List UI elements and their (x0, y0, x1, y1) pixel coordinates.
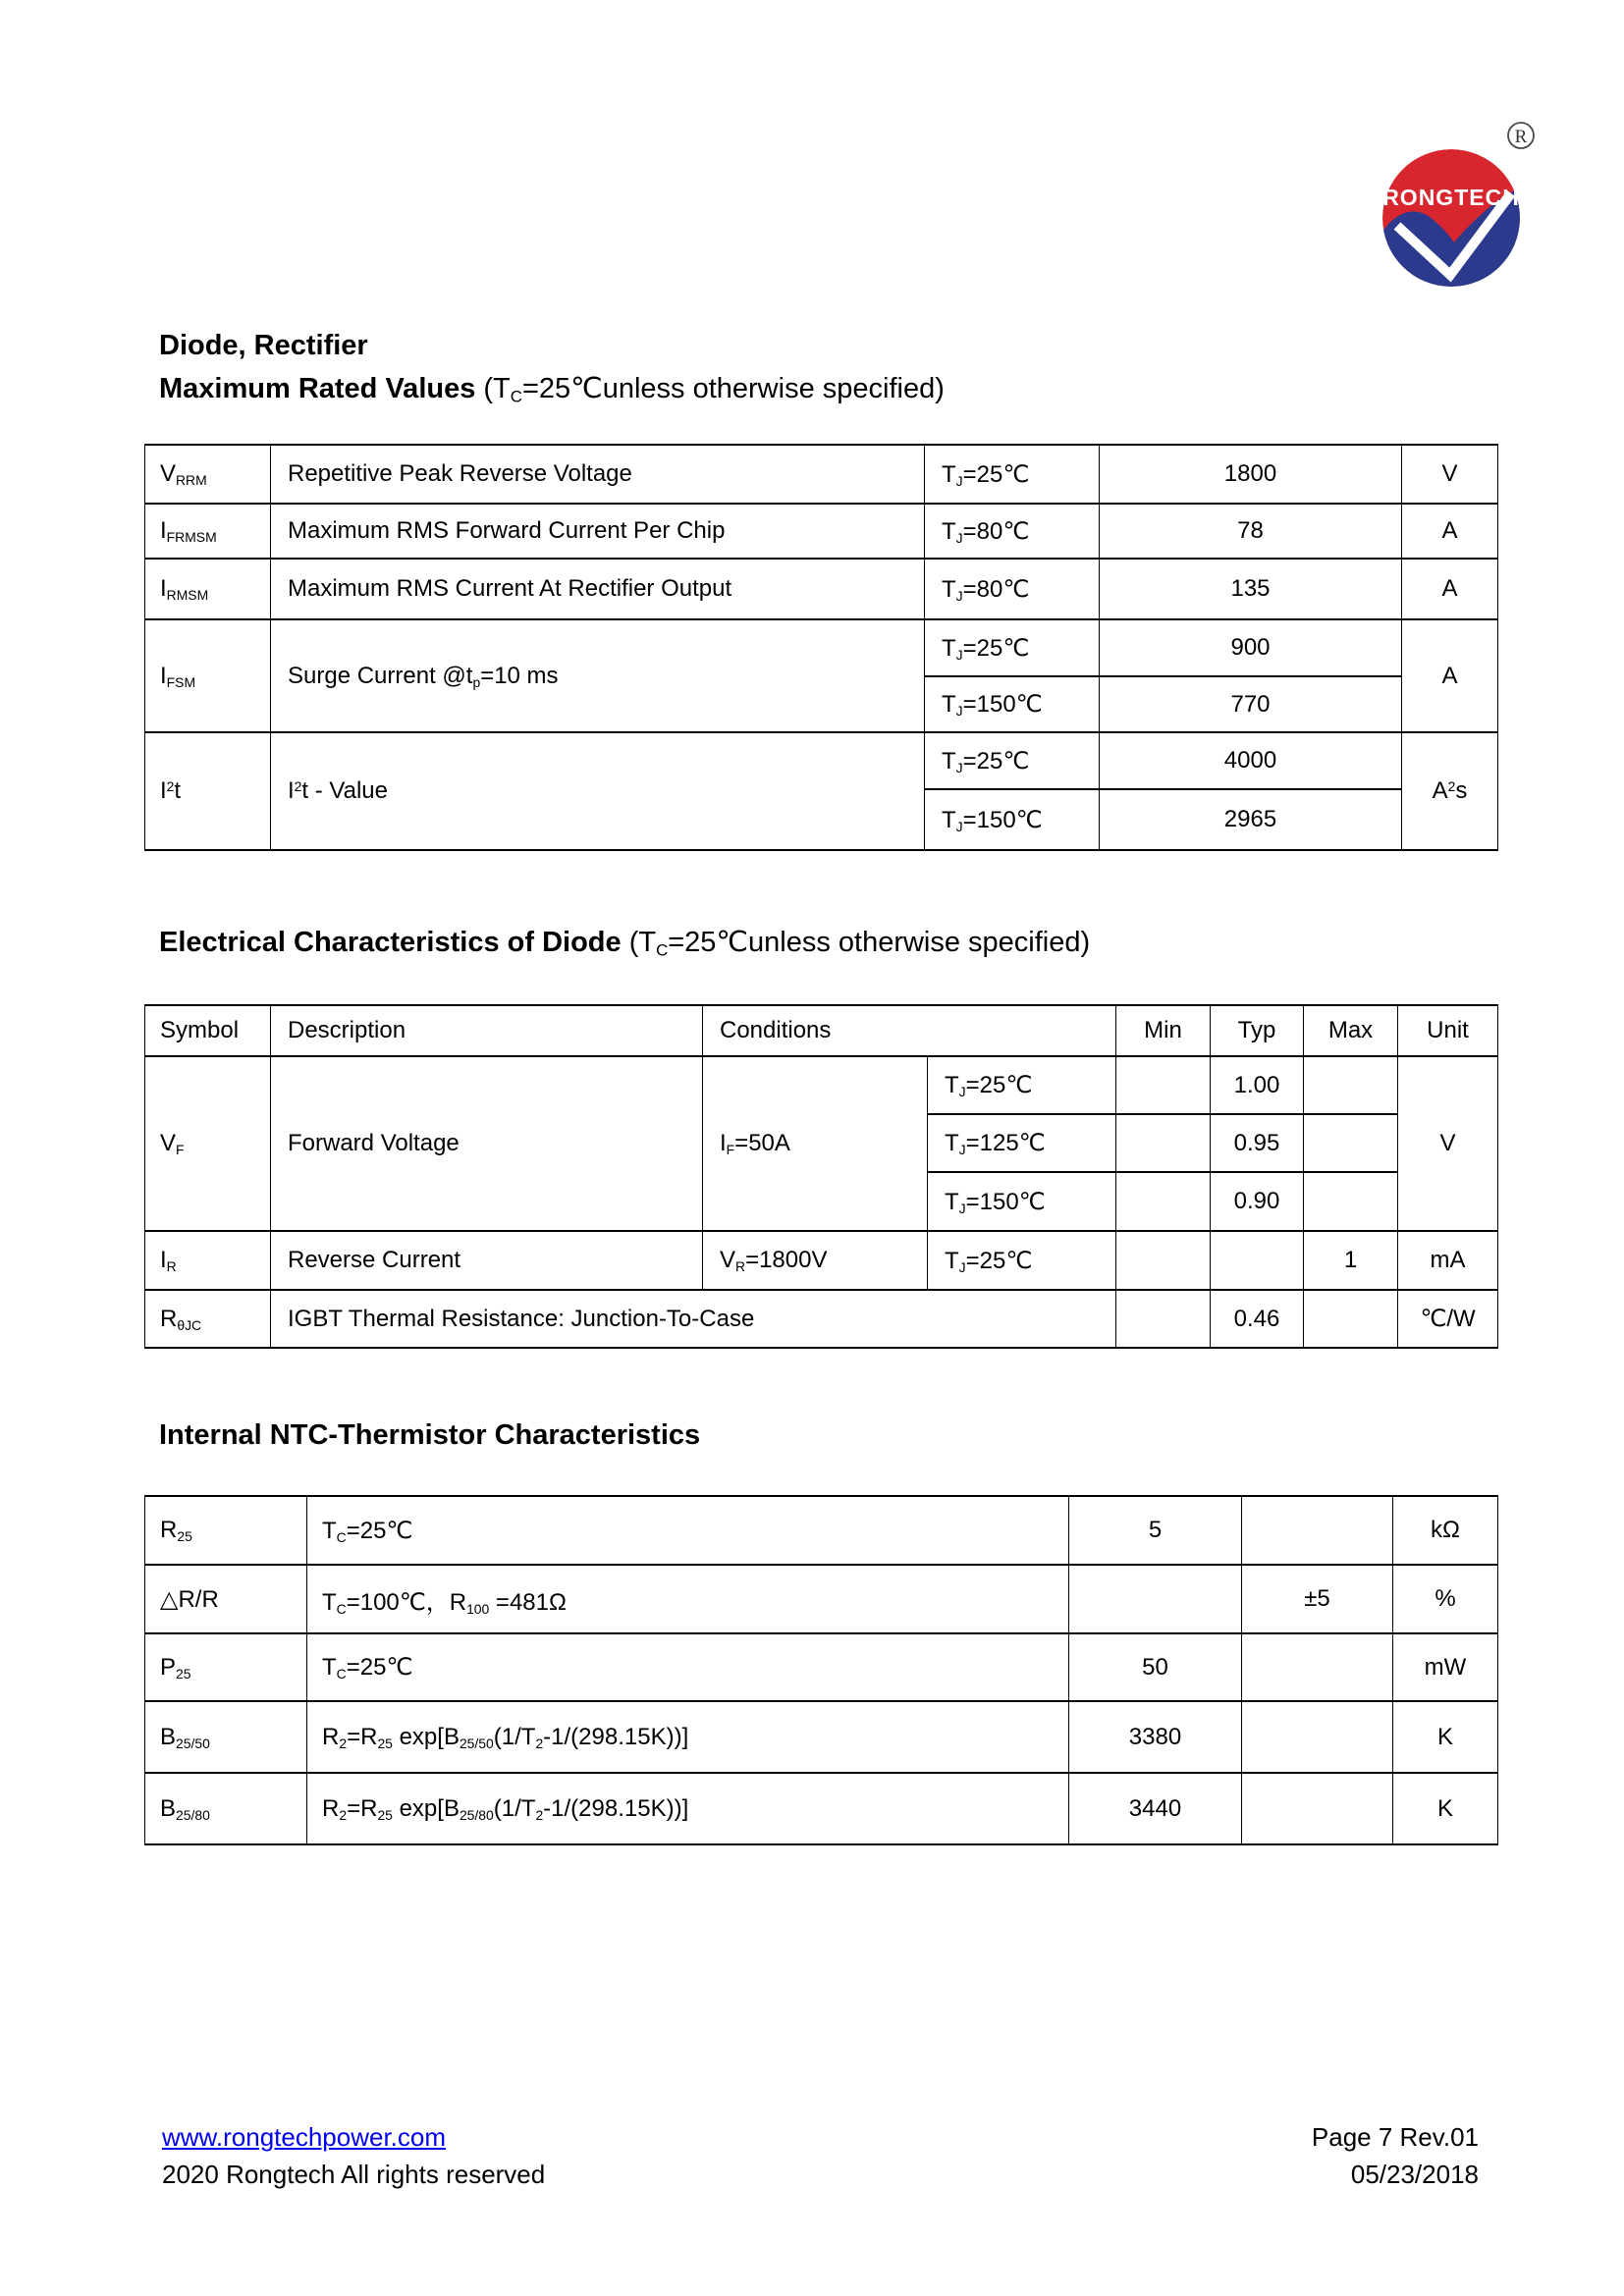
min-cell (1116, 1172, 1211, 1231)
max-cell (1304, 1114, 1398, 1172)
table-row (145, 1565, 1498, 1633)
electrical-characteristics-table (144, 1004, 1498, 1349)
electrical-title-bold: Electrical Characteristics of Diode (159, 927, 622, 958)
table-row (145, 1231, 1498, 1290)
condition-cell: $R_2=R_{25}$ $\exp[B_{25/80}(1/T_2-1/(298.15K))]$ (307, 1773, 1069, 1844)
description-cell: Maximum RMS Current At Rectifier Output (271, 559, 925, 619)
condition-sub-cell: $T_J=150℃$ (928, 1172, 1116, 1231)
symbol-cell: $V_{RRM}$ (145, 445, 271, 504)
header-typ: Typ (1211, 1005, 1304, 1056)
max-cell (1304, 1056, 1398, 1114)
unit-cell: K (1393, 1773, 1498, 1844)
table-row (145, 1496, 1498, 1565)
section-title-ntc (159, 1419, 700, 1452)
typ-cell (1211, 1231, 1304, 1290)
typ-cell: 0.95 (1211, 1114, 1304, 1172)
value-cell: 3440 (1069, 1773, 1242, 1844)
value-cell: 78 (1100, 504, 1402, 559)
footer-right-block (1312, 2118, 1479, 2193)
table-row (145, 559, 1498, 619)
description-cell: $I^2t$ - Value (271, 732, 925, 850)
value-cell: 4000 (1100, 732, 1402, 789)
condition-sub-cell: $T_J=25℃$ (928, 1056, 1116, 1114)
table-row (145, 504, 1498, 559)
symbol-cell: $I_{FRMSM}$ (145, 504, 271, 559)
header-unit: Unit (1398, 1005, 1498, 1056)
description-cell: Maximum RMS Forward Current Per Chip (271, 504, 925, 559)
condition-cell: $T_J=150℃$ (925, 676, 1100, 732)
tolerance-cell (1242, 1496, 1393, 1565)
condition-cell: $T_J=25℃$ (925, 619, 1100, 676)
symbol-cell: $I_{FSM}$ (145, 619, 271, 732)
symbol-cell: $P_{25}$ (145, 1633, 307, 1701)
header-min: Min (1116, 1005, 1211, 1056)
table-row (145, 619, 1498, 676)
condition-cell: $T_C=25℃$ (307, 1496, 1069, 1565)
table-row (145, 1056, 1498, 1114)
typ-cell: 0.46 (1211, 1290, 1304, 1348)
value-cell: 2965 (1100, 789, 1402, 850)
typ-cell: 1.00 (1211, 1056, 1304, 1114)
value-cell: 900 (1100, 619, 1402, 676)
symbol-cell: $I_{RMSM}$ (145, 559, 271, 619)
unit-cell: V (1398, 1056, 1498, 1231)
electrical-title-note: ($T_C=25℃unless$ otherwise specified) (621, 927, 1091, 960)
table-row (145, 1773, 1498, 1844)
condition-cell: $T_C=25℃$ (307, 1633, 1069, 1701)
rongtech-logo (1379, 114, 1540, 289)
footer-page-info: Page 7 Rev.01 (1311, 2122, 1479, 2152)
condition-cell: $T_J=25℃$ (925, 732, 1100, 789)
tolerance-cell (1242, 1633, 1393, 1701)
value-cell: 135 (1100, 559, 1402, 619)
symbol-cell: $B_{25/50}$ (145, 1701, 307, 1773)
description-cell: IGBT Thermal Resistance: Junction-To-Case (271, 1290, 1116, 1348)
max-rated-title-note: ($T_C=25℃unless$ otherwise specified) (475, 373, 945, 406)
symbol-cell: △R/R (145, 1565, 307, 1633)
condition-cell: $T_J=25℃$ (925, 445, 1100, 504)
max-rated-title-bold: Maximum Rated Values (159, 373, 476, 404)
min-cell (1116, 1114, 1211, 1172)
condition-cell: $T_J=80℃$ (925, 559, 1100, 619)
header-conditions: Conditions (703, 1005, 1116, 1056)
min-cell (1116, 1231, 1211, 1290)
unit-cell: mW (1393, 1633, 1498, 1701)
description-cell: Reverse Current (271, 1231, 703, 1290)
value-cell: 50 (1069, 1633, 1242, 1701)
registered-mark-letter: R (1514, 127, 1528, 147)
table-row (145, 1701, 1498, 1773)
unit-cell: ℃/W (1398, 1290, 1498, 1348)
description-cell: Repetitive Peak Reverse Voltage (271, 445, 925, 504)
table-header-row (145, 1005, 1498, 1056)
max-cell: 1 (1304, 1231, 1398, 1290)
table-row (145, 1290, 1498, 1348)
value-cell: 3380 (1069, 1701, 1242, 1773)
unit-cell: A (1402, 504, 1498, 559)
condition-cell: $T_C=100℃$，$R_{100} =481\Omega$ (307, 1565, 1069, 1633)
description-cell: Surge Current $@t_p=10$ ms (271, 619, 925, 732)
typ-cell: 0.90 (1211, 1172, 1304, 1231)
footer-date: 05/23/2018 (1350, 2160, 1479, 2189)
footer-link[interactable]: www.rongtechpower.com (162, 2122, 447, 2152)
ntc-title-bold: Internal NTC-Thermistor Characteristics (159, 1419, 701, 1451)
section-title-electrical (159, 925, 1090, 961)
symbol-cell: $R_{\theta JC}$ (145, 1290, 271, 1348)
tolerance-cell (1242, 1701, 1393, 1773)
symbol-cell: $R_{25}$ (145, 1496, 307, 1565)
min-cell (1116, 1290, 1211, 1348)
value-cell: 5 (1069, 1496, 1242, 1565)
logo-brand-text: RONGTECH (1382, 185, 1520, 210)
table-row (145, 1633, 1498, 1701)
value-cell (1069, 1565, 1242, 1633)
condition-sub-cell: $T_J=25℃$ (928, 1231, 1116, 1290)
max-cell (1304, 1290, 1398, 1348)
unit-cell: A (1402, 559, 1498, 619)
section-title-max-rated (159, 367, 945, 419)
header-description: Description (271, 1005, 703, 1056)
symbol-cell: $B_{25/80}$ (145, 1773, 307, 1844)
max-cell (1304, 1172, 1398, 1231)
description-cell: Forward Voltage (271, 1056, 703, 1231)
condition-cell: $R_2=R_{25}$ $\exp[B_{25/50}(1/T_2-1/(298.15K))]$ (307, 1701, 1069, 1773)
condition-main-cell: $I_F=50A$ (703, 1056, 928, 1231)
max-rated-table (144, 444, 1498, 851)
table-row (145, 445, 1498, 504)
value-cell: 770 (1100, 676, 1402, 732)
unit-cell: $A^2s$ (1402, 732, 1498, 850)
condition-cell: $T_J=150℃$ (925, 789, 1100, 850)
symbol-cell: $I^2t$ (145, 732, 271, 850)
ntc-characteristics-table (144, 1495, 1498, 1845)
condition-main-cell: $V_R=1800V$ (703, 1231, 928, 1290)
table-row (145, 732, 1498, 789)
value-cell: 1800 (1100, 445, 1402, 504)
doc-title: Diode, Rectifier (159, 330, 368, 361)
header-symbol: Symbol (145, 1005, 271, 1056)
unit-cell: % (1393, 1565, 1498, 1633)
footer-copyright: 2020 Rongtech All rights reserved (162, 2160, 546, 2189)
footer-left-block (162, 2118, 545, 2193)
title-block (159, 324, 945, 419)
symbol-cell: $V_F$ (145, 1056, 271, 1231)
header-max: Max (1304, 1005, 1398, 1056)
condition-sub-cell: $T_J=125℃$ (928, 1114, 1116, 1172)
symbol-cell: $I_R$ (145, 1231, 271, 1290)
unit-cell: kΩ (1393, 1496, 1498, 1565)
unit-cell: K (1393, 1701, 1498, 1773)
min-cell (1116, 1056, 1211, 1114)
tolerance-cell: ±5 (1242, 1565, 1393, 1633)
logo-mark (1382, 149, 1520, 287)
unit-cell: A (1402, 619, 1498, 732)
unit-cell: mA (1398, 1231, 1498, 1290)
unit-cell: V (1402, 445, 1498, 504)
condition-cell: $T_J=80℃$ (925, 504, 1100, 559)
tolerance-cell (1242, 1773, 1393, 1844)
